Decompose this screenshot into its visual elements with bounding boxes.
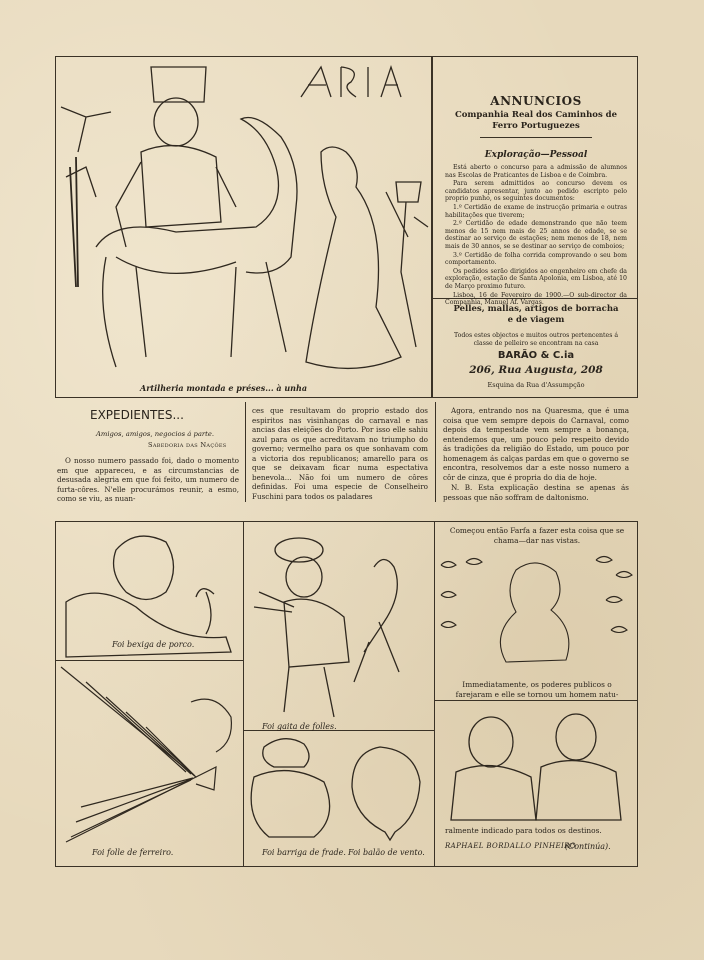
strip-caption-1: Foi bexiga de porco. [112,640,195,649]
bagpipe-sketch [244,522,434,730]
annuncios-p7: Lisboa, 16 de Fevereiro de 1900.—O sub-director da Companhia, Manuel Af. Vargas. [445,291,627,307]
top-cartoon-caption: Artilheria montada e préses... à unha [140,383,307,393]
strip-divider-h3 [435,700,637,701]
annuncios-heading: ANNUNCIOS [490,94,582,108]
annuncios-company: Companhia Real dos Caminhos de Ferro Portuguezes [454,110,618,131]
annuncios-p4: 2.º Certidão de edade demonstrando que não teem menos de 15 nem mais de 25 annos de edade, se se destinar ao serviço de estações; nem menos de 18, nem mais de 30 annos, se se destinar ao serviço de comboios; [445,220,627,250]
ad2-corner: Esquina da Rua d'Assumpção [487,381,585,389]
ad2-title: Pelles, mallas, artigos de borracha e de viagem [453,304,619,325]
annuncios-p5: 3.º Certidão de folha corrida comprovando o seu bom comportamento. [445,251,627,267]
expedientes-col1 [57,456,239,505]
annuncios-p3: 1.º Certidão de exame de instrucção primaria e outras habilitações que tiverem; [445,203,627,219]
continua-note: (Continúa). [565,842,611,851]
annuncios-p2: Para serem admittidos ao concurso devem os candidatos apresentar, junto ao pedido escripto pelo proprio punho, os seguintes documentos: [445,180,627,203]
expedientes-col2 [252,406,428,502]
expedientes-col3-text: Agora, entrando nos na Quaresma, que é uma coisa que vem sempre depois do Carnaval, como depois da tempestade vem sempre a bonança, entendemos que, um pouco pelo respeito devido ás tradições da religião do Estado, um pouco por homenagem ás calças pardas em que o governo se encontra, resolvemos dar a este nosso numero a côr de cinza, que é propria do dia de hoje. [443,406,629,482]
strip-divider-h1 [56,660,244,661]
expedientes-col2-text: ces que resultavam do proprio estado dos espiritos nas visinhanças do carnaval e nas ancias das eleições do Porto. Por isso elle sahiu azul para os que acreditavam no triumpho do governo; vermelho para os que sonhavam com a victoria dos republicanos; amarello para os que se deixavam ficar numa espectativa benevola... Não foi um numero de côres definidas. Foi uma especie de Conselheiro Fuschini para todos os paladares [252,406,428,501]
strip-caption-3: Foi gaita de folles. [262,722,337,731]
strip-text-bottom: ralmente indicado para todos os destinos. [445,826,602,835]
bellows-sketch [56,662,244,847]
annuncios-subheading: Exploração—Pessoal [484,150,588,160]
expedientes-title: EXPEDIENTES... [90,408,184,422]
expedientes-epigraph-source: Sabedoria das Nações [148,441,227,449]
mid-divider-2 [435,402,436,502]
strip-divider-2 [434,522,435,866]
expedientes-col3-note: N. B. Esta explicação destina se apenas ás pessoas que não soffram de daltonismo. [443,483,629,502]
strip-text-mid: Immediatamente, os poderes publicos o farejaram e elle se tornou um homem natu- [455,680,619,699]
annuncios-divider [480,137,592,138]
annuncios-body [445,164,627,308]
ad2-body: Todos estes objectos e muitos outros pertencentes á classe de pelleiro se encontram na casa [453,332,619,347]
balloon-sketch [340,742,432,842]
friar-belly-sketch [244,732,339,847]
annuncios-p1: Está aberto o concurso para a admissão de alumnos nas Escolas de Praticantes de Lisboa e de Coimbra. [445,164,627,179]
eyes-crowd-sketch [436,550,636,670]
expedientes-epigraph: Amigos, amigos, negocios á parte. [96,430,215,438]
strip-text-top: Começou então Farfa a fazer esta coisa que se chama—dar nas vistas. [449,526,625,545]
annuncios-separator [433,298,637,299]
expedientes-col1-text: O nosso numero passado foi, dado o momento em que appareceu, e as circumstancias de desusada alegria em que foi feito, um numero de furta-côres. N'elle procurámos reunir, a esmo, como se viu, as nuan- [57,456,239,503]
horse-rider-sketch [56,57,431,382]
strip-caption-4: Foi barriga de frade. [262,848,346,857]
ad2-address: 206, Rua Augusta, 208 [469,364,603,376]
strip-caption-5: Foi balão de vento. [348,848,425,857]
strip-caption-2: Foi folle de ferreiro. [92,848,174,857]
ad2-shop: BARÃO & C.ia [497,350,575,361]
two-men-sketch [436,702,636,824]
annuncios-p6: Os pedidos serão dirigidos ao engenheiro em chefe da exploração, estação de Santa Apolonia, em Lisboa, até 10 de Março proximo futuro. [445,267,627,290]
artist-signature: RAPHAEL BORDALLO PINHEIRO [445,842,576,850]
mid-divider-1 [245,402,246,502]
expedientes-col3 [443,406,629,503]
